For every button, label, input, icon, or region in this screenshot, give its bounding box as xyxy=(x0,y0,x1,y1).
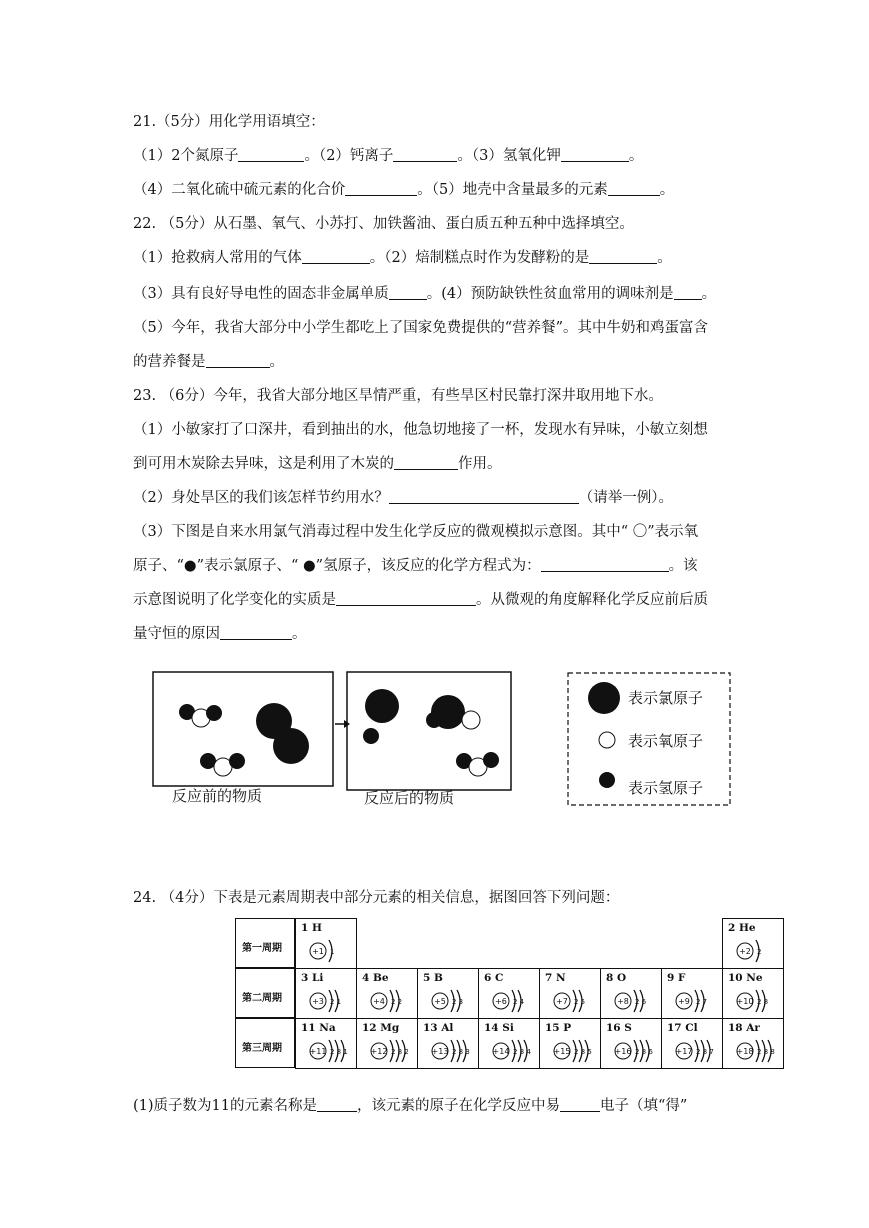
q23-line6 xyxy=(133,590,708,610)
nucleus-charge: +10 xyxy=(736,997,754,1006)
q21-text: 。 xyxy=(628,148,644,164)
answer-blank[interactable] xyxy=(220,625,292,640)
electron-counts: 2 8 7 xyxy=(696,1048,714,1056)
answer-blank[interactable] xyxy=(394,455,458,470)
answer-blank[interactable] xyxy=(389,285,427,300)
q22-line1 xyxy=(133,248,672,268)
q21-text: （4）二氧化硫中硫元素的化合价 xyxy=(133,182,346,198)
element-cell xyxy=(722,918,784,969)
legend-oxygen: 表示氧原子 xyxy=(628,732,704,750)
nucleus-charge: +12 xyxy=(370,1047,388,1056)
element-symbol: 13 Al xyxy=(423,1022,454,1034)
q22-line4 xyxy=(133,352,284,372)
q22-text: （1）抢救病人常用的气体 xyxy=(133,250,302,266)
element-symbol: 18 Ar xyxy=(728,1022,760,1034)
row-label: 第一周期 xyxy=(242,943,282,954)
before-label: 反应前的物质 xyxy=(172,787,263,805)
atom-structure-icon xyxy=(422,985,478,1015)
element-cell xyxy=(356,1018,418,1069)
nucleus-charge: +6 xyxy=(495,997,507,1006)
element-symbol: 17 Cl xyxy=(667,1022,698,1034)
legend-chlorine: 表示氯原子 xyxy=(628,689,704,707)
q24-text: 电子（填“得” xyxy=(600,1098,688,1114)
q23-text: 作用。 xyxy=(458,456,502,472)
q21-text: 。（5）地壳中含量最多的元素 xyxy=(417,182,608,198)
row-label-cell xyxy=(235,968,295,1018)
answer-blank[interactable] xyxy=(345,181,417,196)
atom-structure-icon xyxy=(727,935,783,965)
legend-hydrogen: 表示氢原子 xyxy=(628,779,704,797)
nucleus-charge: +18 xyxy=(736,1047,754,1056)
answer-blank[interactable] xyxy=(389,489,579,504)
electron-counts: 2 6 xyxy=(635,998,647,1006)
element-cell xyxy=(478,968,540,1019)
atom-structure-icon xyxy=(605,1035,661,1065)
element-cell xyxy=(295,918,357,969)
nucleus-charge: +2 xyxy=(739,947,751,956)
element-symbol: 3 Li xyxy=(301,972,324,984)
answer-blank[interactable] xyxy=(336,591,476,606)
element-symbol: 14 Si xyxy=(484,1022,514,1034)
electron-counts: 2 2 xyxy=(391,998,403,1006)
nucleus-charge: +5 xyxy=(434,997,446,1006)
electron-counts: 2 8 4 xyxy=(513,1048,531,1056)
atom-structure-icon xyxy=(483,985,539,1015)
row-label: 第二周期 xyxy=(242,993,282,1004)
atom-structure-icon xyxy=(483,1035,539,1065)
answer-blank[interactable] xyxy=(561,147,629,162)
element-symbol: 11 Na xyxy=(301,1022,336,1034)
element-cell xyxy=(539,968,601,1019)
nucleus-charge: +16 xyxy=(614,1047,632,1056)
q21-line1 xyxy=(133,146,643,166)
q22-title: 22. （5分）从石墨、氧气、小苏打、加铁酱油、蛋白质五种五种中选择填空。 xyxy=(133,216,634,232)
element-symbol: 8 O xyxy=(606,972,627,984)
answer-blank[interactable] xyxy=(541,557,669,572)
atom-structure-icon xyxy=(300,985,356,1015)
element-symbol: 7 N xyxy=(545,972,566,984)
q23-text: 。该 xyxy=(668,558,698,574)
electron-counts: 2 xyxy=(757,948,762,956)
q24-text: (1)质子数为11的元素名称是 xyxy=(133,1098,317,1114)
answer-blank[interactable] xyxy=(302,249,370,264)
q22-line3: （5）今年，我省大部分中小学生都吃上了国家免费提供的“营养餐”。其中牛奶和鸡蛋富含 xyxy=(133,320,709,336)
q23-line3 xyxy=(133,488,673,508)
atom-structure-icon xyxy=(300,935,356,965)
hydrogen-atom xyxy=(483,752,499,768)
electron-counts: 2 8 1 xyxy=(330,1048,348,1056)
q23-text: 。从微观的角度解释化学反应前后质 xyxy=(476,592,708,608)
chlorine-atom xyxy=(273,728,309,764)
q23-line5 xyxy=(133,556,698,576)
atom-structure-icon xyxy=(666,1035,722,1065)
answer-blank[interactable] xyxy=(206,353,270,368)
element-cell xyxy=(600,1018,662,1069)
q24-title: 24. （4分）下表是元素周期表中部分元素的相关信息，据图回答下列问题： xyxy=(133,890,620,906)
element-symbol: 6 C xyxy=(484,972,504,984)
q23-text: （2）身处旱区的我们该怎样节约用水？ xyxy=(133,490,389,506)
element-symbol: 4 Be xyxy=(362,972,389,984)
q22-text: 的营养餐是 xyxy=(133,354,206,370)
element-cell xyxy=(722,1018,784,1069)
row-label: 第三周期 xyxy=(242,1043,282,1054)
periodic-table xyxy=(235,918,785,1068)
element-cell xyxy=(600,968,662,1019)
q23-text: （请举一例）。 xyxy=(578,490,673,506)
q21-title: 21.（5分）用化学用语填空： xyxy=(133,114,325,130)
answer-blank[interactable] xyxy=(393,147,457,162)
element-cell xyxy=(661,968,723,1019)
oxygen-legend-icon xyxy=(599,732,615,748)
hydrogen-atom xyxy=(363,728,379,744)
q23-line2 xyxy=(133,454,502,474)
nucleus-charge: +15 xyxy=(553,1047,571,1056)
atom-structure-icon xyxy=(361,985,417,1015)
q23-text: 。 xyxy=(292,626,307,642)
atom-structure-icon xyxy=(422,1035,478,1065)
hydrogen-atom xyxy=(229,753,245,769)
element-cell xyxy=(417,968,479,1019)
chlorine-atom xyxy=(365,689,399,723)
after-label: 反应后的物质 xyxy=(364,789,455,807)
electron-counts: 2 8 3 xyxy=(452,1048,470,1056)
answer-blank[interactable] xyxy=(674,285,702,300)
q22-line2 xyxy=(133,284,716,304)
electron-counts: 2 8 6 xyxy=(635,1048,653,1056)
q22-text: 。 xyxy=(269,354,284,370)
element-symbol: 12 Mg xyxy=(362,1022,400,1034)
electron-counts: 2 4 xyxy=(513,998,525,1006)
before-box xyxy=(153,672,333,786)
electron-counts: 2 8 5 xyxy=(574,1048,592,1056)
chlorine-legend-icon xyxy=(588,682,620,714)
atom-structure-icon xyxy=(544,1035,600,1065)
atom-structure-icon xyxy=(727,1035,783,1065)
nucleus-charge: +3 xyxy=(312,997,324,1006)
q23-text: 示意图说明了化学变化的实质是 xyxy=(133,592,336,608)
q22-text: 。（2）焙制糕点时作为发酵粉的是 xyxy=(369,250,590,266)
element-cell xyxy=(539,1018,601,1069)
element-cell xyxy=(478,1018,540,1069)
electron-counts: 2 8 2 xyxy=(391,1048,409,1056)
answer-blank[interactable] xyxy=(560,1097,600,1112)
q23-text: 原子、“●”表示氯原子、“ ●”氢原子，该反应的化学方程式为： xyxy=(133,558,541,574)
element-cell xyxy=(417,1018,479,1069)
q21-text: 。（3）氢氧化钾 xyxy=(457,148,561,164)
q23-text: 量守恒的原因 xyxy=(133,626,220,642)
q24-sub1 xyxy=(133,1096,687,1116)
nucleus-charge: +9 xyxy=(678,997,690,1006)
electron-counts: 2 3 xyxy=(452,998,464,1006)
element-symbol: 1 H xyxy=(301,922,322,934)
electron-counts: 2 8 xyxy=(757,998,769,1006)
q24-text: ，该元素的原子在化学反应中易 xyxy=(357,1098,560,1114)
electron-counts: 2 8 8 xyxy=(757,1048,775,1056)
element-symbol: 2 He xyxy=(728,922,756,934)
q21-line2 xyxy=(133,180,674,200)
element-symbol: 9 F xyxy=(667,972,686,984)
q21-text: 。（2）钙离子 xyxy=(304,148,394,164)
element-cell xyxy=(356,968,418,1019)
oxygen-atom xyxy=(462,711,480,729)
q21-text: 。 xyxy=(659,182,675,198)
q22-text: 。 xyxy=(657,250,672,266)
nucleus-charge: +11 xyxy=(309,1047,327,1056)
reaction-diagram xyxy=(150,668,740,813)
q22-text: 。 xyxy=(701,286,717,302)
nucleus-charge: +7 xyxy=(556,997,568,1006)
atom-structure-icon xyxy=(300,1035,356,1065)
element-cell xyxy=(295,1018,357,1069)
element-symbol: 16 S xyxy=(606,1022,632,1034)
q22-text: （3）具有良好导电性的固态非金属单质 xyxy=(133,286,389,302)
atom-structure-icon xyxy=(666,985,722,1015)
nucleus-charge: +8 xyxy=(617,997,629,1006)
q23-line4: （3）下图是自来水用氯气消毒过程中发生化学反应的微观模拟示意图。其中“ 〇”表示氧 xyxy=(133,524,699,540)
nucleus-charge: +13 xyxy=(431,1047,449,1056)
q23-line7 xyxy=(133,624,307,644)
electron-counts: 2 7 xyxy=(696,998,708,1006)
element-cell xyxy=(295,968,357,1019)
q21-text: （1）2个氮原子 xyxy=(133,148,239,164)
atom-structure-icon xyxy=(361,1035,417,1065)
element-cell xyxy=(661,1018,723,1069)
q23-line1: （1）小敏家打了口深井，看到抽出的水，他急切地接了一杯，发现水有异味，小敏立刻想 xyxy=(133,422,708,438)
atom-structure-icon xyxy=(727,985,783,1015)
answer-blank[interactable] xyxy=(608,181,660,196)
answer-blank[interactable] xyxy=(589,249,657,264)
q23-title: 23. （6分）今年，我省大部分地区旱情严重，有些旱区村民靠打深井取用地下水。 xyxy=(133,388,663,404)
q22-text: 。(4）预防缺铁性贫血常用的调味剂是 xyxy=(426,286,674,302)
element-symbol: 5 B xyxy=(423,972,443,984)
element-symbol: 15 P xyxy=(545,1022,572,1034)
q23-text: 到可用木炭除去异味，这是利用了木炭的 xyxy=(133,456,394,472)
electron-counts: 2 1 xyxy=(330,998,342,1006)
electron-counts: 2 5 xyxy=(574,998,586,1006)
hydrogen-atom xyxy=(206,705,222,721)
nucleus-charge: +17 xyxy=(675,1047,693,1056)
row-label-cell xyxy=(235,1018,295,1068)
hydrogen-atom xyxy=(426,712,442,728)
electron-counts: 1 xyxy=(330,948,335,956)
element-cell xyxy=(722,968,784,1019)
element-symbol: 10 Ne xyxy=(728,972,763,984)
nucleus-charge: +1 xyxy=(312,947,324,956)
nucleus-charge: +14 xyxy=(492,1047,510,1056)
answer-blank[interactable] xyxy=(317,1097,357,1112)
atom-structure-icon xyxy=(544,985,600,1015)
hydrogen-legend-icon xyxy=(599,772,615,788)
nucleus-charge: +4 xyxy=(373,997,385,1006)
row-label-cell xyxy=(235,918,295,968)
answer-blank[interactable] xyxy=(238,147,304,162)
atom-structure-icon xyxy=(605,985,661,1015)
